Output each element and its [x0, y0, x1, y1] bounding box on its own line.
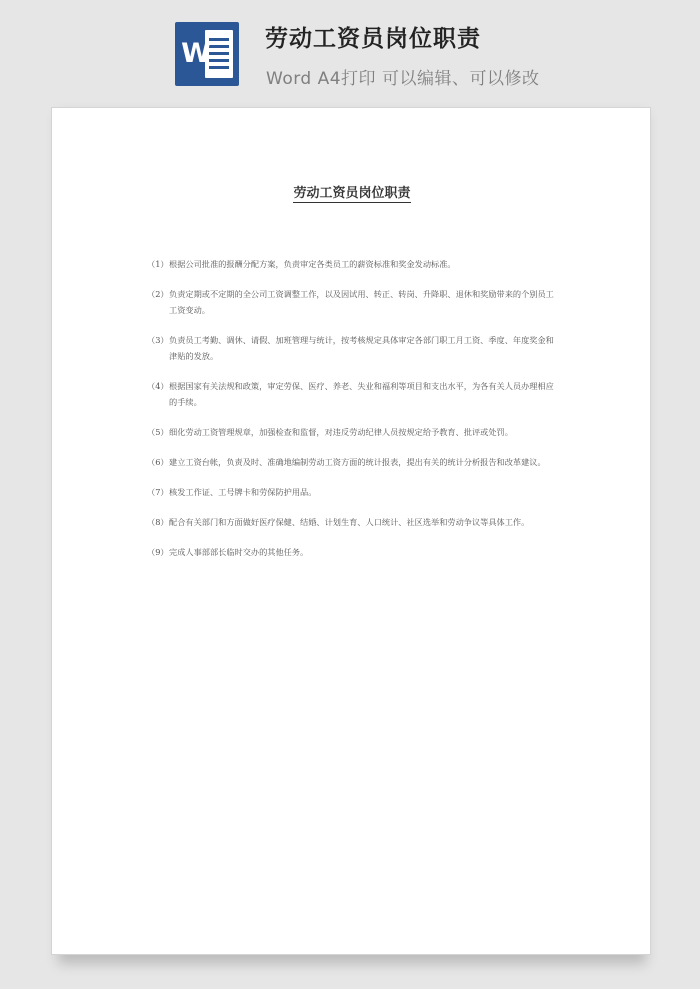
duty-number: （7）	[147, 487, 169, 497]
duty-number: （4）	[147, 381, 169, 391]
header	[0, 0, 700, 108]
duty-item	[147, 514, 561, 530]
word-letter: W	[181, 38, 211, 69]
duty-item	[147, 484, 561, 500]
duty-item	[147, 332, 561, 364]
document-title-text: 劳动工资员岗位职责	[293, 186, 411, 201]
duty-text: 根据公司批准的报酬分配方案，负责审定各类员工的薪资标准和奖金发动标准。	[169, 259, 456, 269]
duty-item	[147, 378, 561, 410]
duty-text: 负责定期或不定期的全公司工资调整工作，以及因试用、转正、转岗、升降职、退休和奖励带来的个别员工工资变动。	[169, 289, 554, 315]
duty-text: 配合有关部门和方面做好医疗保健、结婚、计划生育、人口统计、社区选举和劳动争议等具体工作。	[169, 517, 530, 527]
document-page	[51, 107, 651, 955]
duty-item	[147, 424, 561, 440]
duty-text: 细化劳动工资管理规章，加强检查和监督，对违反劳动纪律人员按规定给予教育、批评或处罚。	[169, 427, 513, 437]
duty-text: 建立工资台帐，负责及时、准确地编制劳动工资方面的统计报表，提出有关的统计分析报告和改革建议。	[169, 457, 546, 467]
duty-item	[147, 256, 561, 272]
page-subtitle: Word A4打印 可以编辑、可以修改	[266, 69, 540, 89]
duty-text: 核发工作证、工号牌卡和劳保防护用品。	[169, 487, 317, 497]
duty-number: （5）	[147, 427, 169, 437]
duty-text: 负责员工考勤、调休、请假、加班管理与统计，按考核规定具体审定各部门职工月工资、季度、年度奖金和津贴的发放。	[169, 335, 554, 361]
duty-number: （6）	[147, 457, 169, 467]
duty-item	[147, 286, 561, 318]
duty-item	[147, 544, 561, 560]
duty-number: （1）	[147, 259, 169, 269]
duty-text: 完成人事部部长临时交办的其他任务。	[169, 547, 309, 557]
duty-number: （8）	[147, 517, 169, 527]
duty-number: （3）	[147, 335, 169, 345]
page-title: 劳动工资员岗位职责	[265, 26, 481, 52]
duty-text: 根据国家有关法规和政策，审定劳保、医疗、养老、失业和福利等项目和支出水平，为各有关人员办理相应的手续。	[169, 381, 554, 407]
duty-list	[147, 256, 561, 560]
duty-number: （9）	[147, 547, 169, 557]
duty-item	[147, 454, 561, 470]
duty-number: （2）	[147, 289, 169, 299]
word-icon	[175, 22, 239, 86]
document-title	[52, 182, 652, 201]
